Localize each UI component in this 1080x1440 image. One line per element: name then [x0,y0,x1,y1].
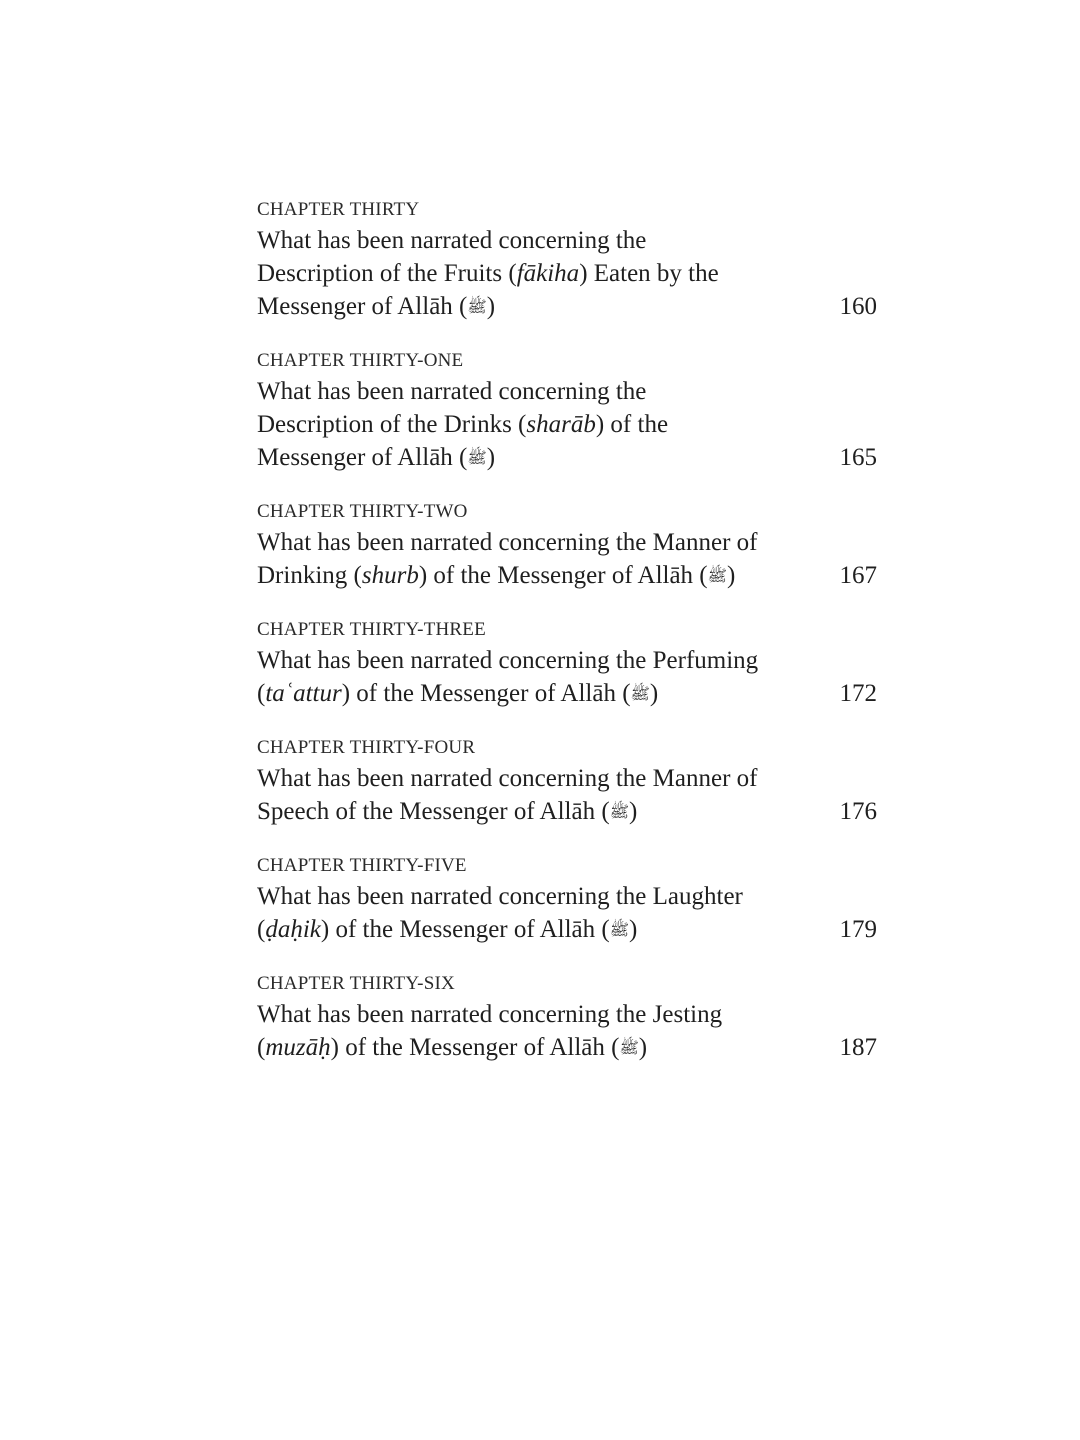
entry-title-line: Drinking (shurb) of the Messenger of Allāh (ﷺ) [257,562,736,589]
chapter-label: CHAPTER THIRTY-SIX [257,973,455,994]
chapter-label: CHAPTER THIRTY-FIVE [257,855,467,876]
entry-title-line: What has been narrated concerning the Perfuming [257,647,759,674]
page-number: 167 [839,562,877,589]
transliterated-term: taʿattur [265,680,342,707]
page-number: 187 [839,1034,877,1061]
table-of-contents [257,196,877,1088]
entry-title-line: What has been narrated concerning the [257,378,647,405]
entry-title-line: What has been narrated concerning the Laughter [257,883,743,910]
chapter-label: CHAPTER THIRTY-FOUR [257,737,476,758]
transliterated-term: muzāḥ [265,1034,331,1061]
transliterated-term: shurb [361,562,419,589]
salawat-seal-icon: ﷺ [609,804,630,821]
page-number: 176 [839,798,877,825]
entry-title-line: Description of the Drinks (sharāb) of the [257,411,669,438]
entry-title-line: What has been narrated concerning the Jesting [257,1001,723,1028]
page-number: 165 [839,444,877,471]
toc-entry[interactable] [257,616,877,710]
entry-title-line: What has been narrated concerning the Manner of [257,529,758,556]
entry-title-line: (muzāḥ) of the Messenger of Allāh (ﷺ) [257,1034,648,1061]
salawat-seal-icon: ﷺ [630,686,650,703]
salawat-seal-icon: ﷺ [619,1040,639,1057]
chapter-label: CHAPTER THIRTY [257,199,420,220]
transliterated-term: fākiha [516,260,580,287]
entry-title-line: What has been narrated concerning the Manner of [257,765,758,792]
entry-title-line: Speech of the Messenger of Allāh (ﷺ) [257,798,638,825]
page-number: 160 [839,293,877,320]
entry-title-line: (ḍaḥik) of the Messenger of Allāh (ﷺ) [257,916,638,943]
toc-entry[interactable] [257,852,877,946]
toc-entry[interactable] [257,347,877,474]
toc-entry[interactable] [257,734,877,828]
entry-title-line: (taʿattur) of the Messenger of Allāh (ﷺ) [257,680,659,707]
toc-entry[interactable] [257,196,877,323]
salawat-seal-icon: ﷺ [609,922,630,939]
salawat-seal-icon: ﷺ [707,568,727,585]
chapter-label: CHAPTER THIRTY-ONE [257,350,464,371]
salawat-seal-icon: ﷺ [467,299,487,316]
entry-title-line: Messenger of Allāh (ﷺ) [257,444,496,471]
transliterated-term: ḍaḥik [265,916,321,943]
chapter-label: CHAPTER THIRTY-TWO [257,501,468,522]
salawat-seal-icon: ﷺ [467,450,487,467]
page-number: 172 [839,680,877,707]
page-number: 179 [839,916,877,943]
entry-title-line: What has been narrated concerning the [257,227,647,254]
toc-entry[interactable] [257,498,877,592]
toc-entry[interactable] [257,970,877,1064]
transliterated-term: sharāb [526,411,596,438]
entry-title-line: Description of the Fruits (fākiha) Eaten by the [257,260,719,287]
entry-title-line: Messenger of Allāh (ﷺ) [257,293,496,320]
chapter-label: CHAPTER THIRTY-THREE [257,619,486,640]
